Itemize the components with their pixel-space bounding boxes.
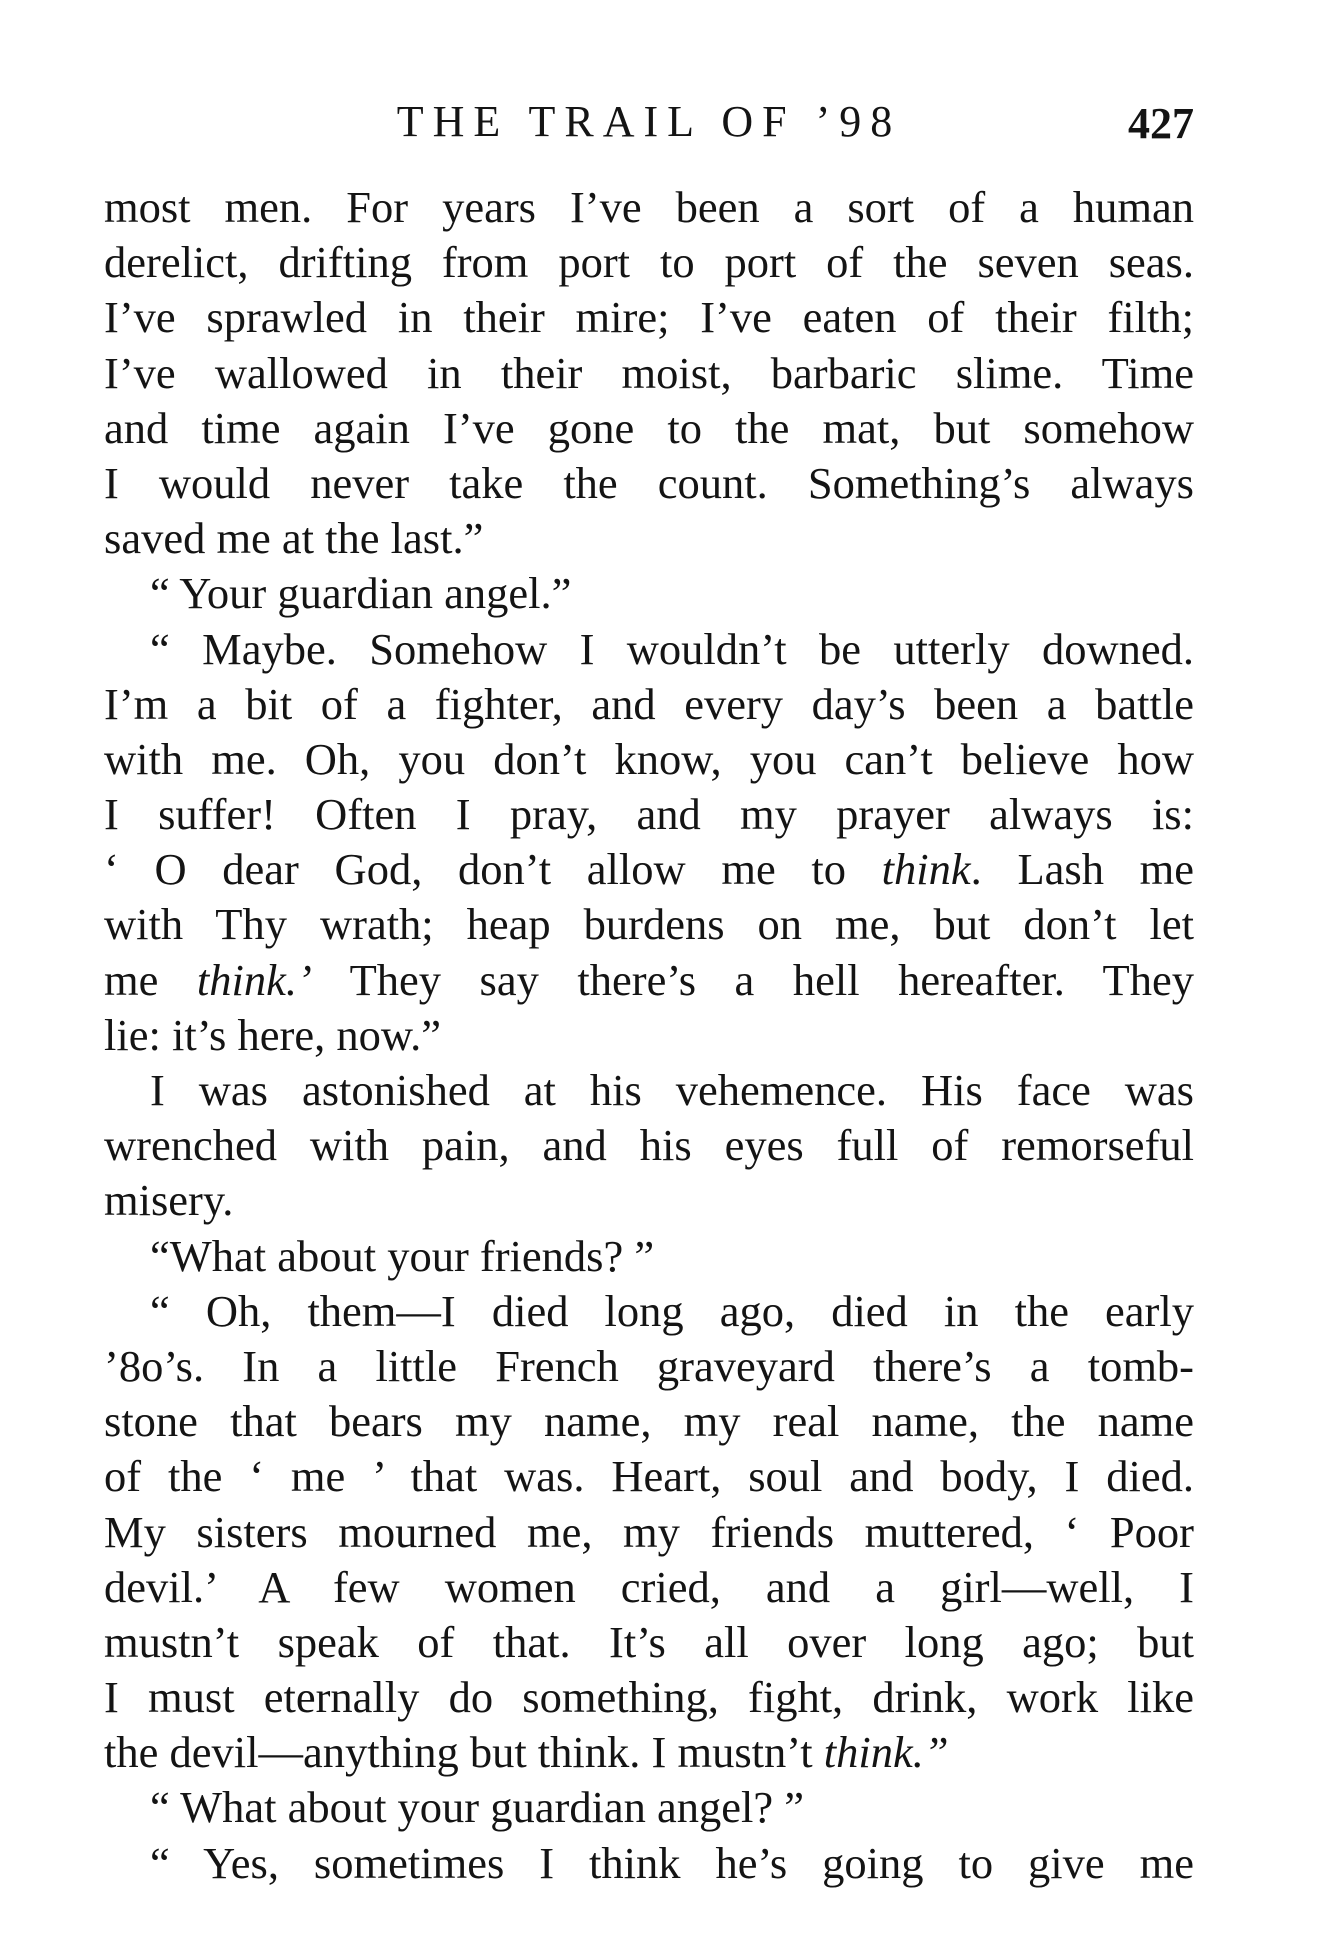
text-line: “ Maybe. Somehow I wouldn’t be utterly downed. xyxy=(150,623,1194,674)
text-line: and time again I’ve gone to the mat, but somehow xyxy=(104,402,1194,453)
text-line: ‘ O dear God, don’t allow me to think. Lash me xyxy=(104,844,1194,895)
page-header xyxy=(104,92,1194,152)
text-line: mustn’t speak of that. It’s all over long ago; but xyxy=(104,1616,1194,1667)
text-line: ’8o’s. In a little French graveyard there’s a tomb- xyxy=(104,1340,1194,1391)
text-line: devil.’ A few women cried, and a girl—well, I xyxy=(104,1561,1194,1612)
text-line: most men. For years I’ve been a sort of a human xyxy=(104,182,1194,232)
text-line: derelict, drifting from port to port of the seven seas. xyxy=(104,237,1194,288)
text-line: “ Oh, them—I died long ago, died in the early xyxy=(150,1285,1194,1336)
text-line: “What about your friends? ” xyxy=(150,1230,655,1281)
body-text xyxy=(104,180,1194,1891)
text-line: I suffer! Often I pray, and my prayer always is: xyxy=(104,789,1194,840)
text-line: misery. xyxy=(104,1175,234,1226)
text-line: the devil—anything but think. I mustn’t think.” xyxy=(104,1727,949,1778)
text-line: “ Your guardian angel.” xyxy=(150,568,572,619)
text-line: of the ‘ me ’ that was. Heart, soul and body, I died. xyxy=(104,1451,1194,1502)
text-line: with me. Oh, you don’t know, you can’t believe how xyxy=(104,733,1194,784)
page-number: 427 xyxy=(1128,99,1194,148)
text-line: saved me at the last.” xyxy=(104,513,484,564)
text-line: stone that bears my name, my real name, the name xyxy=(104,1396,1194,1447)
text-line: I was astonished at his vehemence. His face was xyxy=(150,1065,1194,1115)
text-line: with Thy wrath; heap burdens on me, but don’t let xyxy=(104,899,1194,950)
text-line: I’ve wallowed in their moist, barbaric slime. Time xyxy=(104,347,1194,398)
text-line: I would never take the count. Something’s always xyxy=(104,457,1194,508)
text-line: lie: it’s here, now.” xyxy=(104,1009,441,1060)
text-line: My sisters mourned me, my friends muttered, ‘ Poor xyxy=(104,1506,1194,1557)
text-line: I’ve sprawled in their mire; I’ve eaten of their filth; xyxy=(104,292,1194,343)
text-line: “ What about your guardian angel? ” xyxy=(150,1782,805,1833)
text-line: me think.’ They say there’s a hell hereafter. They xyxy=(104,954,1194,1005)
text-line: wrenched with pain, and his eyes full of remorseful xyxy=(104,1120,1194,1171)
running-title: THE TRAIL OF ’98 xyxy=(396,97,902,146)
text-line: “ Yes, sometimes I think he’s going to give me xyxy=(150,1837,1194,1888)
text-line: I’m a bit of a fighter, and every day’s been a battle xyxy=(104,678,1194,729)
text-line: I must eternally do something, fight, drink, work like xyxy=(104,1672,1194,1723)
